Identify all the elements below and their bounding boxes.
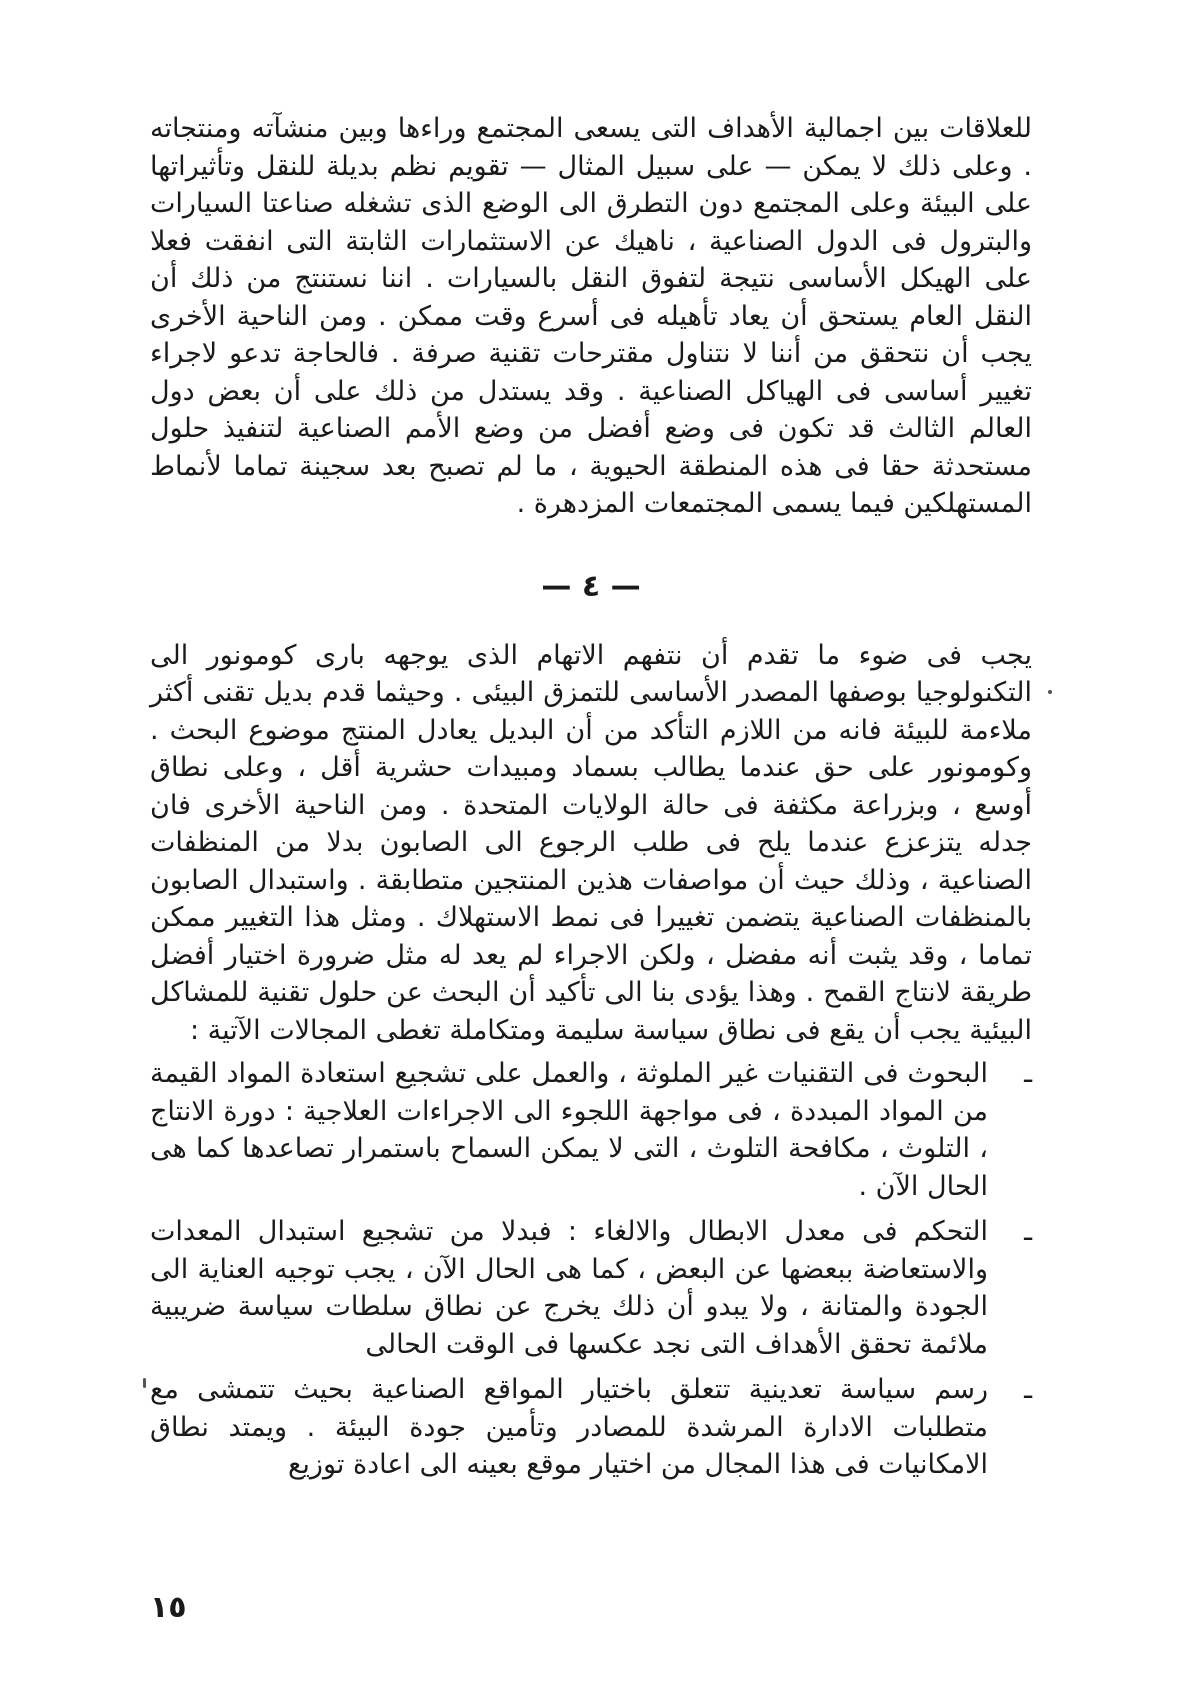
document-page	[150, 110, 1032, 1492]
bullet-dash-icon: ـ	[1024, 1216, 1032, 1247]
bullet-text: رسم سياسة تعدينية تتعلق باختيار المواقع الصناعية بحيث تتمشى مع متطلبات الادارة المرشدة للمصادر وتأمين جودة البيئة . ويمتد نطاق الامكانيات فى هذا المجال من اختيار موقع بعينه الى اعادة توزيع	[150, 1374, 988, 1480]
bullet-dash-icon: ـ	[1024, 1374, 1032, 1405]
scan-speck-mark	[1048, 690, 1052, 694]
bullet-item	[150, 1371, 1032, 1484]
page-number: ١٥	[150, 1590, 187, 1625]
bullet-item	[150, 1055, 1032, 1205]
scan-speck-mark	[143, 1378, 146, 1388]
bullet-item	[150, 1213, 1032, 1363]
bullet-list	[150, 1055, 1032, 1484]
section-number: — ٤ —	[541, 568, 641, 604]
bullet-text: التحكم فى معدل الابطال والالغاء : فبدلا من تشجيع استبدال المعدات والاستعاضة ببعضها عن البعض ، كما هى الحال الآن ، يجب توجيه العناية الى الجودة والمتانة ، ولا يبدو أن ذلك يخرج عن نطاق سلطات سياسة ضريبية ملائمة تحقق الأهداف التى نجد عكسها فى الوقت الحالى	[150, 1216, 988, 1360]
body-paragraph-1: للعلاقات بين اجمالية الأهداف التى يسعى المجتمع وراءها وبين منشآته ومنتجاته . وعلى ذلك لا يمكن — على سبيل المثال — تقويم نظم بديلة للنقل وتأثيراتها على البيئة وعلى المجتمع دون التطرق الى الوضع الذى تشغله صناعتا السيارات والبترول فى الدول الصناعية ، ناهيك عن الاستثمارات الثابتة التى انفقت فعلا على الهيكل الأساسى نتيجة لتفوق النقل بالسيارات . اننا نستنتج من ذلك أن النقل العام يستحق أن يعاد تأهيله فى أسرع وقت ممكن . ومن الناحية الأخرى يجب أن نتحقق من أننا لا نتناول مقترحات تقنية صرفة . فالحاجة تدعو لاجراء تغيير أساسى فى الهياكل الصناعية . وقد يستدل من ذلك على أن بعض دول العالم الثالث قد تكون فى وضع أفضل من وضع الأمم الصناعية لتنفيذ حلول مستحدثة حقا فى هذه المنطقة الحيوية ، ما لم تصبح بعد سجينة تماما لأنماط المستهلكين فيما يسمى المجتمعات المزدهرة .	[150, 113, 1032, 519]
bullet-dash-icon: ـ	[1024, 1058, 1032, 1089]
bullet-text: البحوث فى التقنيات غير الملوثة ، والعمل على تشجيع استعادة المواد القيمة من المواد المبددة ، فى مواجهة اللجوء الى الاجراءات العلاجية : دورة الانتاج ، التلوث ، مكافحة التلوث ، التى لا يمكن السماح باستمرار تصاعدها كما هى الحال الآن .	[150, 1058, 988, 1202]
body-paragraph-2: يجب فى ضوء ما تقدم أن نتفهم الاتهام الذى يوجهه بارى كومونور الى التكنولوجيا بوصفها المصدر الأساسى للتمزق البيئى . وحيثما قدم بديل تقنى أكثر ملاءمة للبيئة فانه من اللازم التأكد من أن البديل يعادل المنتج موضوع البحث . وكومونور على حق عندما يطالب بسماد ومبيدات حشرية أقل ، وعلى نطاق أوسع ، وبزراعة مكثفة فى حالة الولايات المتحدة . ومن الناحية الأخرى فان جدله يتزعزع عندما يلح فى طلب الرجوع الى الصابون بدلا من المنظفات الصناعية ، وذلك حيث أن مواصفات هذين المنتجين متطابقة . واستبدال الصابون بالمنظفات الصناعية يتضمن تغييرا فى نمط الاستهلاك . ومثل هذا التغيير ممكن تماما ، وقد يثبت أنه مفضل ، ولكن الاجراء لم يعد له مثل ضرورة اختيار أفضل طريقة لانتاج القمح . وهذا يؤدى بنا الى تأكيد أن البحث عن حلول تقنية للمشاكل البيئية يجب أن يقع فى نطاق سياسة سليمة ومتكاملة تغطى المجالات الآتية :	[150, 639, 1032, 1046]
